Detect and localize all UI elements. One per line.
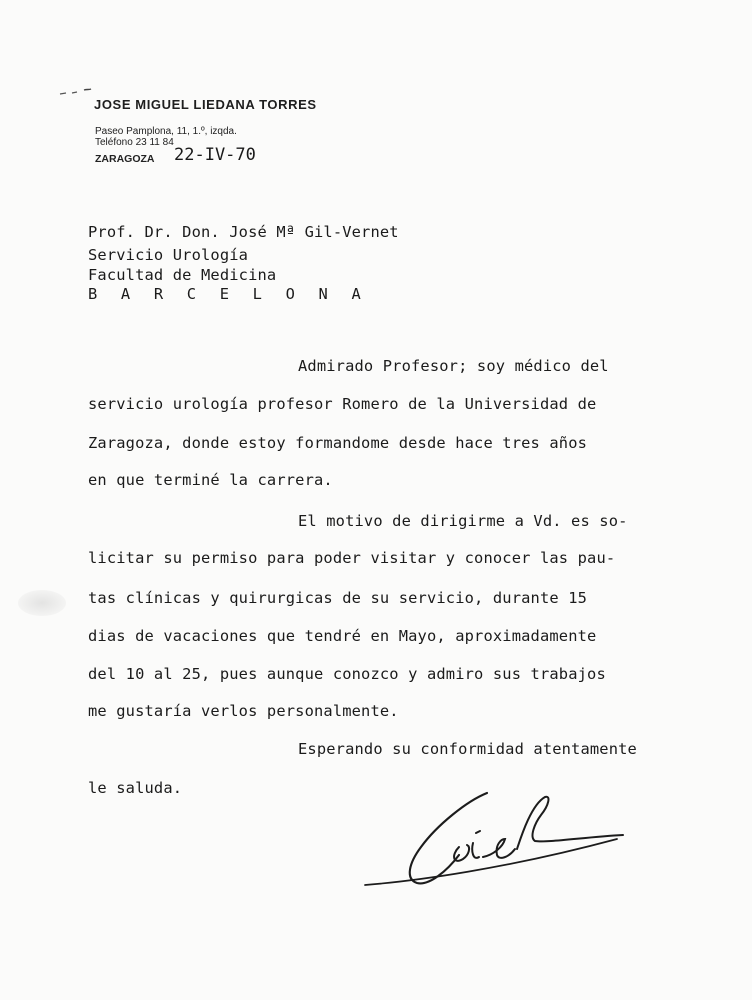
body-line: en que terminé la carrera. (88, 471, 333, 489)
paper-smudge (18, 590, 66, 616)
body-line: licitar su permiso para poder visitar y conocer las pau- (88, 549, 616, 567)
body-line: Zaragoza, donde estoy formandome desde hace tres años (88, 434, 588, 452)
letterhead-city: ZARAGOZA (95, 153, 155, 165)
body-line: del 10 al 25, pues aunque conozco y admiro sus trabajos (88, 665, 606, 683)
letterhead-phone: Teléfono 23 11 84 (95, 137, 174, 148)
body-line: servicio urología profesor Romero de la Universidad de (88, 395, 597, 413)
recipient-department: Servicio Urología (88, 246, 249, 264)
body-line: dias de vacaciones que tendré en Mayo, aproximadamente (88, 627, 597, 645)
body-line: Admirado Profesor; soy médico del (298, 357, 609, 375)
body-line: tas clínicas y quirurgicas de su servicio, durante 15 (88, 589, 588, 607)
recipient-faculty: Facultad de Medicina (88, 266, 277, 284)
body-line: Esperando su conformidad atentamente (298, 740, 637, 758)
letterhead-address: Paseo Pamplona, 11, 1.º, izqda. (95, 126, 237, 137)
body-line: El motivo de dirigirme a Vd. es so- (298, 512, 628, 530)
body-line: me gustaría verlos personalmente. (88, 702, 399, 720)
letter-date: 22-IV-70 (174, 145, 256, 165)
recipient-city: B A R C E L O N A (88, 285, 368, 303)
handwritten-signature (355, 785, 635, 895)
body-line: le saluda. (88, 779, 183, 797)
letterhead-name: JOSE MIGUEL LIEDANA TORRES (94, 97, 317, 112)
recipient-name: Prof. Dr. Don. José Mª Gil-Vernet (88, 223, 399, 241)
